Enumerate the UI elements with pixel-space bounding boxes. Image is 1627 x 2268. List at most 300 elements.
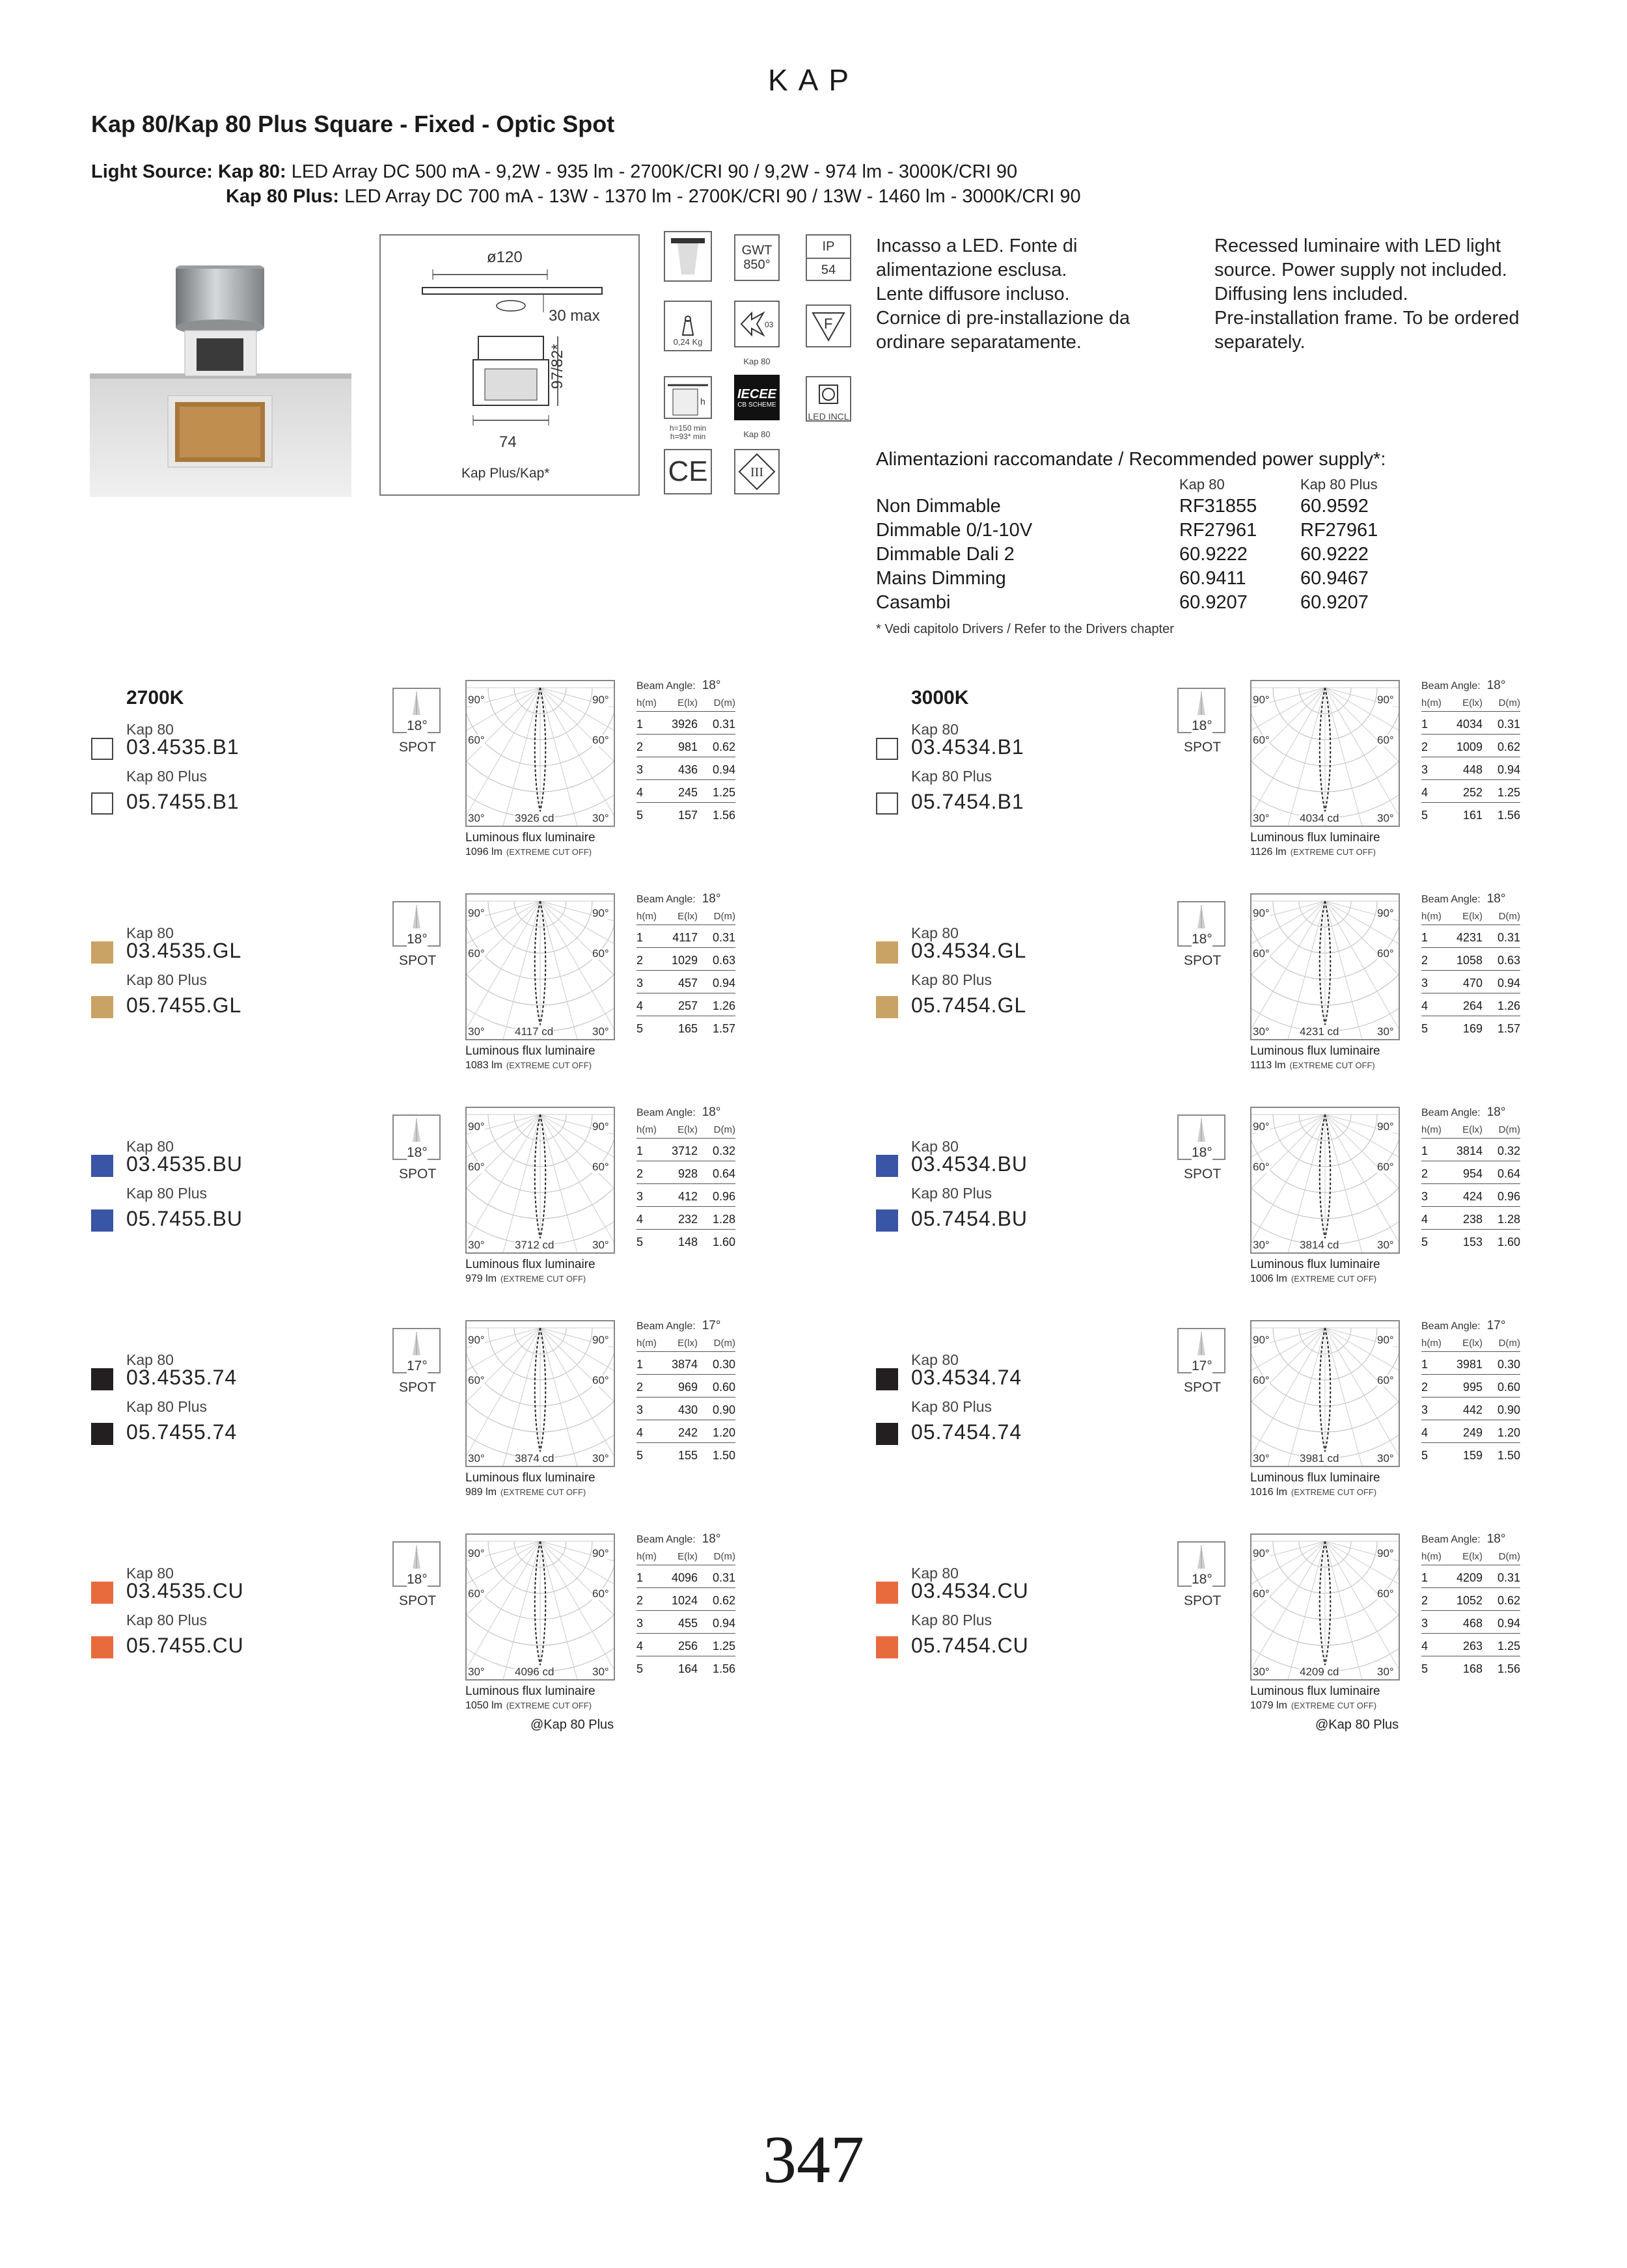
polar-angle-90-left: 90° <box>1253 694 1270 706</box>
illuminance-table <box>1421 1548 1520 1679</box>
light-source-line-2 <box>226 186 1081 208</box>
luminous-flux-label: Luminous flux luminaire <box>465 1684 595 1698</box>
diameter-cell: 0.94 <box>1497 977 1520 990</box>
energy-class-label: 03 <box>765 320 774 329</box>
beam-angle-value: 18° <box>702 1105 721 1119</box>
height-cell: 5 <box>636 1662 644 1675</box>
table-header <box>636 1334 735 1352</box>
d-header: D(m) <box>1498 911 1520 922</box>
color-swatch <box>91 738 113 760</box>
kap80-plus-label: Kap 80 Plus <box>911 1398 992 1415</box>
color-swatch <box>876 792 898 815</box>
table-row <box>1421 712 1520 735</box>
color-swatch <box>91 1155 113 1177</box>
illuminance-cell: 164 <box>677 1662 698 1675</box>
kap80-label: Kap 80 <box>911 1565 959 1582</box>
height-cell: 3 <box>1421 763 1429 776</box>
diameter-cell: 0.31 <box>712 931 735 944</box>
illuminance-cell: 412 <box>677 1190 698 1203</box>
lumen-value: 1113 lm <box>1250 1060 1286 1071</box>
polar-angle-30-right: 30° <box>1377 1666 1394 1678</box>
illuminance-cell: 3926 <box>671 718 698 731</box>
ps-plus: 60.9467 <box>1300 568 1369 589</box>
illuminance-table <box>636 694 735 825</box>
ps-kap80: RF27961 <box>1179 520 1257 541</box>
height-cell: 2 <box>1421 1594 1429 1607</box>
spot-angle: 18° <box>1192 932 1212 947</box>
table-row <box>1421 948 1520 971</box>
d-header: D(m) <box>1498 1551 1520 1562</box>
diameter-cell: 0.90 <box>1497 1403 1520 1416</box>
diameter-cell: 1.20 <box>712 1426 735 1439</box>
illuminance-cell: 245 <box>677 786 698 799</box>
spot-angle: 18° <box>407 718 428 733</box>
d-header: D(m) <box>713 1124 735 1135</box>
height-cell: 4 <box>1421 1213 1429 1226</box>
polar-peak-intensity: 3814 cd <box>1300 1239 1339 1251</box>
illuminance-cell: 4231 <box>1456 931 1483 944</box>
polar-angle-30-right: 30° <box>592 1666 609 1678</box>
illuminance-cell: 252 <box>1462 786 1483 799</box>
color-swatch <box>91 996 113 1018</box>
diameter-cell: 0.64 <box>712 1167 735 1180</box>
polar-peak-intensity: 4096 cd <box>515 1666 554 1678</box>
illuminance-cell: 263 <box>1462 1640 1483 1653</box>
spot-angle: 18° <box>1192 718 1212 733</box>
d-header: D(m) <box>1498 697 1520 709</box>
height-cell: 1 <box>636 931 644 944</box>
ip-label: IP <box>807 236 850 259</box>
illuminance-cell: 1009 <box>1456 740 1483 753</box>
height-cell: 1 <box>1421 718 1429 731</box>
polar-angle-30-right: 30° <box>1377 1452 1394 1465</box>
led-incl-caption: LED INCL <box>808 411 849 422</box>
ps-label: Casambi <box>876 592 951 613</box>
color-swatch <box>876 941 898 964</box>
cct-heading: 2700K <box>126 687 184 709</box>
table-row <box>636 1443 735 1465</box>
polar-angle-60-left: 60° <box>468 734 485 746</box>
height-cell: 2 <box>636 1167 644 1180</box>
diameter-cell: 1.25 <box>712 786 735 799</box>
table-row <box>1421 1397 1520 1420</box>
d-header: D(m) <box>713 697 735 709</box>
illuminance-table <box>636 908 735 1038</box>
beam-angle-label: Beam Angle: <box>1421 894 1481 905</box>
height-cell: 4 <box>636 999 644 1012</box>
light-source-text-2: LED Array DC 700 mA - 13W - 1370 lm - 2700K/CRI 90 / 13W - 1460 lm - 3000K/CRI 90 <box>339 186 1081 207</box>
h-header: h(m) <box>1421 1551 1442 1562</box>
illuminance-cell: 148 <box>677 1235 698 1249</box>
polar-angle-90-right: 90° <box>592 907 609 919</box>
illuminance-table <box>1421 1334 1520 1465</box>
ps-kap80: 60.9411 <box>1179 568 1246 589</box>
kap80-plus-label: Kap 80 Plus <box>911 1185 992 1202</box>
kap80-label: Kap 80 <box>126 1351 174 1368</box>
luminous-flux-value <box>1250 1060 1375 1072</box>
product-code-kap80: 03.4535.B1 <box>126 735 239 759</box>
ps-kap80: RF31855 <box>1179 496 1257 517</box>
color-swatch <box>91 1423 113 1445</box>
install-height-icon <box>664 376 712 419</box>
luminous-flux-label: Luminous flux luminaire <box>1250 1471 1380 1485</box>
illuminance-cell: 4117 <box>672 931 698 944</box>
table-row <box>636 993 735 1016</box>
color-swatch <box>876 1209 898 1232</box>
product-code-kap80: 03.4535.GL <box>126 939 242 962</box>
kap80-plus-label: Kap 80 Plus <box>911 768 992 785</box>
polar-angle-30-right: 30° <box>1377 1239 1394 1251</box>
height-cell: 4 <box>636 1426 644 1439</box>
table-row <box>1421 1656 1520 1679</box>
height-cell: 5 <box>1421 1022 1429 1035</box>
illuminance-cell: 168 <box>1462 1662 1483 1675</box>
polar-angle-30-right: 30° <box>592 812 609 824</box>
illuminance-cell: 457 <box>677 977 698 990</box>
svg-text:h: h <box>700 396 705 407</box>
table-row <box>636 757 735 780</box>
beam-angle-value: 17° <box>1486 1319 1506 1332</box>
polar-angle-90-left: 90° <box>1253 907 1270 919</box>
spot-angle: 17° <box>1192 1358 1212 1373</box>
kap80-plus-label: Kap 80 Plus <box>126 1612 208 1628</box>
table-row <box>1421 803 1520 825</box>
ce-icon: CE <box>664 449 712 494</box>
polar-angle-30-right: 30° <box>1377 812 1394 824</box>
product-code-kap80-plus: 05.7455.74 <box>126 1420 238 1444</box>
beam-angle-label: Beam Angle: <box>1421 1321 1481 1332</box>
diameter-cell: 0.31 <box>1497 718 1520 731</box>
desc-it-line: Incasso a LED. Fonte di <box>876 236 1078 256</box>
diameter-cell: 1.56 <box>1497 1662 1520 1675</box>
light-source-plus-label: Kap 80 Plus: <box>226 186 340 207</box>
dim-max: 30 max <box>549 307 600 325</box>
diameter-cell: 1.56 <box>712 809 735 822</box>
product-code-kap80: 03.4535.CU <box>126 1579 244 1602</box>
d-header: D(m) <box>713 1551 735 1562</box>
height-cell: 3 <box>636 1617 644 1630</box>
table-row <box>1421 971 1520 993</box>
illuminance-cell: 4096 <box>671 1571 698 1584</box>
height-cell: 1 <box>1421 1571 1429 1584</box>
color-swatch <box>91 792 113 815</box>
diameter-cell: 0.62 <box>1497 740 1520 753</box>
illuminance-cell: 159 <box>1462 1449 1483 1462</box>
luminous-flux-label: Luminous flux luminaire <box>465 1471 595 1485</box>
e-header: E(lx) <box>677 1338 698 1349</box>
table-row <box>636 948 735 971</box>
polar-peak-intensity: 4209 cd <box>1300 1666 1339 1678</box>
illuminance-cell: 264 <box>1462 999 1483 1012</box>
height-cell: 2 <box>1421 1381 1429 1394</box>
lumen-value: 1016 lm <box>1250 1487 1287 1498</box>
table-row <box>1421 1634 1520 1656</box>
beam-angle-value: 18° <box>1486 679 1506 692</box>
kap80-plus-label: Kap 80 Plus <box>126 1185 208 1202</box>
beam-angle-label: Beam Angle: <box>636 681 696 692</box>
polar-peak-intensity: 3874 cd <box>515 1452 554 1465</box>
table-row <box>636 1588 735 1611</box>
polar-angle-60-left: 60° <box>1253 1374 1270 1386</box>
diameter-cell: 0.62 <box>1497 1594 1520 1607</box>
kap80-plus-reference: @Kap 80 Plus <box>530 1718 614 1732</box>
gwt-icon <box>734 234 780 281</box>
illuminance-cell: 3981 <box>1456 1358 1483 1371</box>
spot-label: SPOT <box>1184 1167 1222 1181</box>
height-cell: 1 <box>636 1144 644 1157</box>
e-header: E(lx) <box>677 1124 698 1135</box>
diameter-cell: 0.32 <box>1497 1144 1520 1157</box>
height-cell: 3 <box>1421 977 1429 990</box>
illuminance-cell: 981 <box>677 740 698 753</box>
product-code-kap80-plus: 05.7454.BU <box>911 1207 1028 1230</box>
polar-angle-60-right: 60° <box>592 1587 609 1600</box>
h-header: h(m) <box>1421 911 1442 922</box>
table-header <box>1421 1334 1520 1352</box>
height-cell: 2 <box>636 740 644 753</box>
ps-kap80: 60.9207 <box>1179 592 1248 613</box>
table-header <box>636 1121 735 1139</box>
product-code-kap80-plus: 05.7455.B1 <box>126 790 239 813</box>
polar-angle-90-left: 90° <box>468 1120 485 1133</box>
cut-off-note: (EXTREME CUT OFF) <box>506 1060 592 1070</box>
beam-angle-label: Beam Angle: <box>636 1107 696 1118</box>
table-row <box>636 1634 735 1656</box>
table-row <box>1421 1184 1520 1207</box>
diameter-cell: 0.31 <box>712 718 735 731</box>
color-swatch <box>876 996 898 1018</box>
diameter-cell: 0.96 <box>1497 1190 1520 1203</box>
lumen-value: 1006 lm <box>1250 1273 1287 1284</box>
diameter-cell: 0.32 <box>712 1144 735 1157</box>
luminous-flux-label: Luminous flux luminaire <box>1250 831 1380 844</box>
polar-peak-intensity: 3981 cd <box>1300 1452 1339 1465</box>
iecee-icon <box>734 375 780 420</box>
polar-angle-60-right: 60° <box>1377 1161 1394 1173</box>
height-cell: 4 <box>636 786 644 799</box>
diameter-cell: 1.60 <box>1497 1235 1520 1249</box>
table-row <box>636 780 735 803</box>
height-cell: 3 <box>636 1190 644 1203</box>
recessed-icon <box>664 231 712 282</box>
table-header <box>636 908 735 925</box>
product-photo <box>90 265 351 497</box>
product-code-kap80: 03.4534.GL <box>911 939 1027 962</box>
e-header: E(lx) <box>677 911 698 922</box>
illuminance-table <box>636 1121 735 1252</box>
polar-angle-90-left: 90° <box>1253 1120 1270 1133</box>
product-code-kap80: 03.4534.BU <box>911 1152 1028 1176</box>
diameter-cell: 0.94 <box>712 763 735 776</box>
color-swatch <box>876 738 898 760</box>
height-cell: 5 <box>1421 1662 1429 1675</box>
kap80-label: Kap 80 <box>126 1138 174 1155</box>
diameter-cell: 1.25 <box>1497 786 1520 799</box>
polar-angle-90-left: 90° <box>468 1547 485 1559</box>
polar-peak-intensity: 4117 cd <box>515 1025 554 1038</box>
product-code-kap80: 03.4534.CU <box>911 1579 1029 1602</box>
table-row <box>1421 1420 1520 1443</box>
table-row <box>636 1565 735 1588</box>
polar-angle-90-left: 90° <box>468 694 485 706</box>
illuminance-table <box>1421 694 1520 825</box>
height-cell: 5 <box>636 1022 644 1035</box>
spot-angle: 18° <box>1192 1572 1212 1587</box>
cut-off-note: (EXTREME CUT OFF) <box>1291 1701 1377 1710</box>
color-swatch <box>876 1636 898 1658</box>
table-row <box>1421 925 1520 948</box>
table-header <box>1421 694 1520 712</box>
luminous-flux-value <box>465 1487 586 1498</box>
polar-peak-intensity: 3712 cd <box>515 1239 554 1251</box>
ps-label: Non Dimmable <box>876 496 1001 517</box>
power-supply-note: * Vedi capitolo Drivers / Refer to the Drivers chapter <box>876 622 1174 636</box>
polar-angle-60-right: 60° <box>1377 734 1394 746</box>
height-cell: 4 <box>1421 1640 1429 1653</box>
beam-angle-label: Beam Angle: <box>1421 1107 1481 1118</box>
polar-angle-60-right: 60° <box>1377 947 1394 960</box>
illuminance-cell: 969 <box>677 1381 698 1394</box>
cut-off-note: (EXTREME CUT OFF) <box>506 847 592 857</box>
ps-plus: 60.9222 <box>1300 544 1369 565</box>
product-code-kap80-plus: 05.7454.B1 <box>911 790 1024 813</box>
table-row <box>636 712 735 735</box>
energy-class-icon <box>734 301 780 347</box>
h-header: h(m) <box>1421 697 1442 709</box>
product-code-kap80-plus: 05.7454.GL <box>911 993 1027 1017</box>
illuminance-table <box>1421 908 1520 1038</box>
table-row <box>636 1016 735 1038</box>
desc-it-line: ordinare separatamente. <box>876 332 1082 353</box>
beam-angle <box>636 679 720 693</box>
polar-angle-60-left: 60° <box>1253 1161 1270 1173</box>
beam-angle <box>1421 1319 1505 1333</box>
color-swatch <box>91 1368 113 1390</box>
illuminance-cell: 165 <box>677 1022 698 1035</box>
ip-icon <box>806 234 851 281</box>
cut-off-note: (EXTREME CUT OFF) <box>500 1487 586 1497</box>
table-row <box>1421 1565 1520 1588</box>
illuminance-cell: 442 <box>1462 1403 1483 1416</box>
luminous-flux-value <box>465 1700 592 1712</box>
illuminance-cell: 155 <box>677 1449 698 1462</box>
diameter-cell: 1.25 <box>712 1640 735 1653</box>
height-cell: 5 <box>1421 1449 1429 1462</box>
h-header: h(m) <box>1421 1338 1442 1349</box>
table-row <box>1421 735 1520 757</box>
diameter-cell: 1.26 <box>1497 999 1520 1012</box>
polar-angle-60-left: 60° <box>468 1374 485 1386</box>
illuminance-cell: 232 <box>677 1213 698 1226</box>
illuminance-cell: 3874 <box>671 1358 698 1371</box>
beam-angle-label: Beam Angle: <box>636 1321 696 1332</box>
table-row <box>636 1139 735 1161</box>
polar-angle-60-right: 60° <box>592 1161 609 1173</box>
spot-label: SPOT <box>1184 1593 1222 1608</box>
illuminance-table <box>1421 1121 1520 1252</box>
d-header: D(m) <box>713 911 735 922</box>
desc-en-line: Pre-installation frame. To be ordered <box>1214 308 1520 329</box>
illuminance-cell: 3712 <box>671 1144 698 1157</box>
polar-angle-90-right: 90° <box>1377 1120 1394 1133</box>
table-row <box>636 1656 735 1679</box>
beam-angle-label: Beam Angle: <box>636 1534 696 1545</box>
polar-angle-60-right: 60° <box>592 947 609 960</box>
gwt-label: GWT <box>741 243 772 258</box>
spot-angle: 18° <box>407 1145 428 1160</box>
polar-angle-30-left: 30° <box>468 812 485 824</box>
polar-peak-intensity: 4231 cd <box>1300 1025 1339 1038</box>
height-cell: 2 <box>636 1594 644 1607</box>
table-row <box>1421 1139 1520 1161</box>
table-header <box>636 1548 735 1565</box>
desc-it-line: Lente diffusore incluso. <box>876 284 1070 304</box>
table-row <box>636 803 735 825</box>
height-cell: 5 <box>1421 1235 1429 1249</box>
f-mark-label: F <box>824 316 833 332</box>
spot-label: SPOT <box>399 1380 437 1395</box>
diameter-cell: 0.62 <box>712 740 735 753</box>
class-iii-label: III <box>750 465 763 479</box>
diameter-cell: 1.57 <box>1497 1022 1520 1035</box>
luminous-flux-value <box>465 1273 586 1285</box>
beam-angle-value: 18° <box>702 1532 721 1546</box>
kap80-plus-label: Kap 80 Plus <box>126 1398 208 1415</box>
product-title: Kap 80/Kap 80 Plus Square - Fixed - Optic Spot <box>91 111 615 137</box>
product-code-kap80: 03.4535.BU <box>126 1152 243 1176</box>
diameter-cell: 1.56 <box>712 1662 735 1675</box>
table-header <box>636 694 735 712</box>
illuminance-cell: 242 <box>677 1426 698 1439</box>
illuminance-cell: 436 <box>677 763 698 776</box>
luminous-flux-label: Luminous flux luminaire <box>465 1258 595 1271</box>
kap80-label: Kap 80 <box>911 925 959 941</box>
power-supply-col-kap80: Kap 80 <box>1179 476 1225 493</box>
diameter-cell: 0.60 <box>712 1381 735 1394</box>
beam-angle <box>1421 892 1505 906</box>
table-row <box>1421 1230 1520 1252</box>
illuminance-cell: 455 <box>677 1617 698 1630</box>
diameter-cell: 0.31 <box>1497 1571 1520 1584</box>
illuminance-cell: 161 <box>1462 809 1483 822</box>
illuminance-cell: 3814 <box>1456 1144 1483 1157</box>
luminous-flux-label: Luminous flux luminaire <box>1250 1044 1380 1058</box>
diameter-cell: 1.20 <box>1497 1426 1520 1439</box>
kap80-caption-b: Kap 80 <box>743 429 771 439</box>
lumen-value: 979 lm <box>465 1273 497 1284</box>
dimension-drawing <box>379 234 640 496</box>
polar-angle-30-left: 30° <box>468 1666 485 1678</box>
polar-angle-30-left: 30° <box>468 1452 485 1465</box>
luminous-flux-value <box>1250 846 1376 858</box>
lumen-value: 1083 lm <box>465 1060 502 1071</box>
diameter-cell: 1.26 <box>712 999 735 1012</box>
diameter-cell: 0.64 <box>1497 1167 1520 1180</box>
illuminance-cell: 1052 <box>1456 1594 1483 1607</box>
dim-width: 74 <box>499 433 517 451</box>
polar-angle-60-left: 60° <box>468 947 485 960</box>
d-header: D(m) <box>713 1338 735 1349</box>
polar-angle-30-left: 30° <box>1253 1452 1270 1465</box>
e-header: E(lx) <box>1462 911 1483 922</box>
luminous-flux-label: Luminous flux luminaire <box>465 831 595 844</box>
table-row <box>1421 780 1520 803</box>
desc-en-line: source. Power supply not included. <box>1214 260 1507 280</box>
light-source-label: Light Source: Kap 80: <box>91 161 286 182</box>
table-row <box>1421 1016 1520 1038</box>
table-row <box>636 1230 735 1252</box>
illuminance-cell: 153 <box>1462 1235 1483 1249</box>
